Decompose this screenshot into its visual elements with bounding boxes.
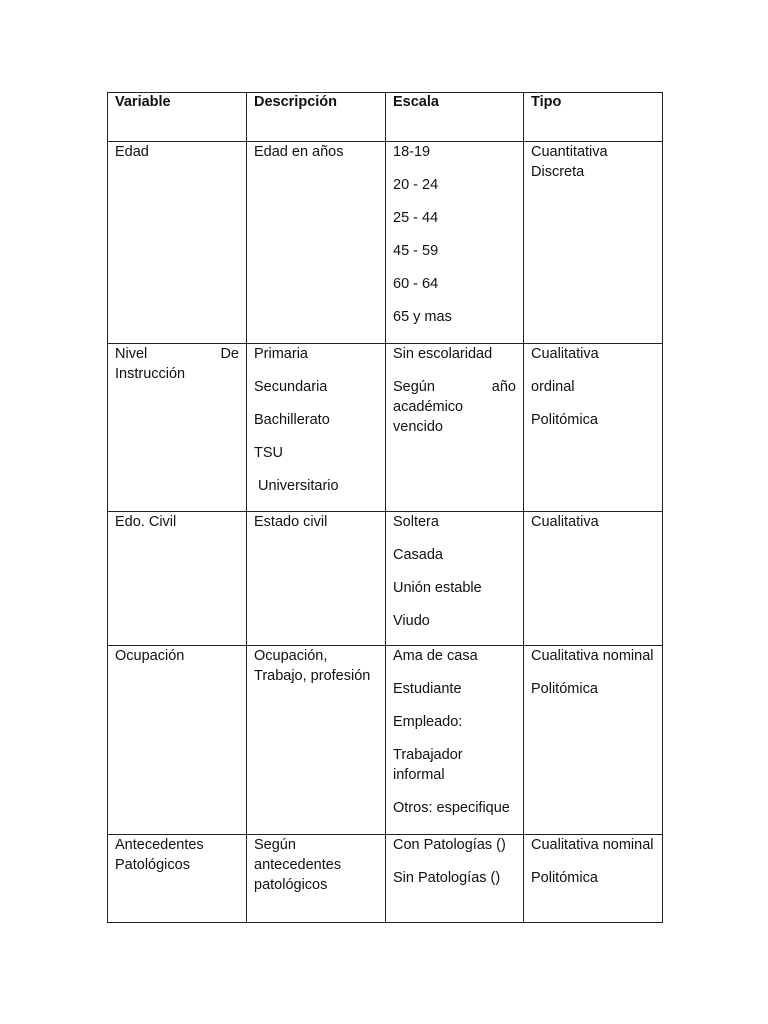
cell-tipo: Cuantitativa Discreta — [524, 142, 663, 344]
table-row — [108, 344, 663, 512]
cell-variable: Edo. Civil — [108, 512, 247, 646]
header-descripcion: Descripción — [247, 93, 386, 142]
table-row — [108, 646, 663, 835]
cell-escala: 18-19 20 - 24 25 - 44 45 - 59 60 - 64 65 y mas — [386, 142, 524, 344]
cell-tipo: Cualitativa nominal Politómica — [524, 835, 663, 923]
header-escala: Escala — [386, 93, 524, 142]
variables-table — [107, 92, 663, 923]
cell-descripcion: Ocupación, Trabajo, profesión — [247, 646, 386, 835]
table-row — [108, 835, 663, 923]
cell-variable: Edad — [108, 142, 247, 344]
cell-variable: Nivel De Instrucción — [108, 344, 247, 512]
cell-variable: Ocupación — [108, 646, 247, 835]
table-header-row — [108, 93, 663, 142]
table-row — [108, 512, 663, 646]
table-row — [108, 142, 663, 344]
cell-descripcion: Estado civil — [247, 512, 386, 646]
cell-tipo: Cualitativa ordinal Politómica — [524, 344, 663, 512]
cell-escala: Ama de casa Estudiante Empleado: Trabajador informal Otros: especifique — [386, 646, 524, 835]
cell-escala: Soltera Casada Unión estable Viudo — [386, 512, 524, 646]
cell-descripcion: Edad en años — [247, 142, 386, 344]
cell-descripcion: Según antecedentes patológicos — [247, 835, 386, 923]
header-variable: Variable — [108, 93, 247, 142]
cell-variable: Antecedentes Patológicos — [108, 835, 247, 923]
cell-descripcion: Primaria Secundaria Bachillerato TSU Universitario — [247, 344, 386, 512]
cell-tipo: Cualitativa — [524, 512, 663, 646]
cell-tipo: Cualitativa nominal Politómica — [524, 646, 663, 835]
cell-escala: Sin escolaridad Según año académico vencido — [386, 344, 524, 512]
header-tipo: Tipo — [524, 93, 663, 142]
cell-escala: Con Patologías () Sin Patologías () — [386, 835, 524, 923]
